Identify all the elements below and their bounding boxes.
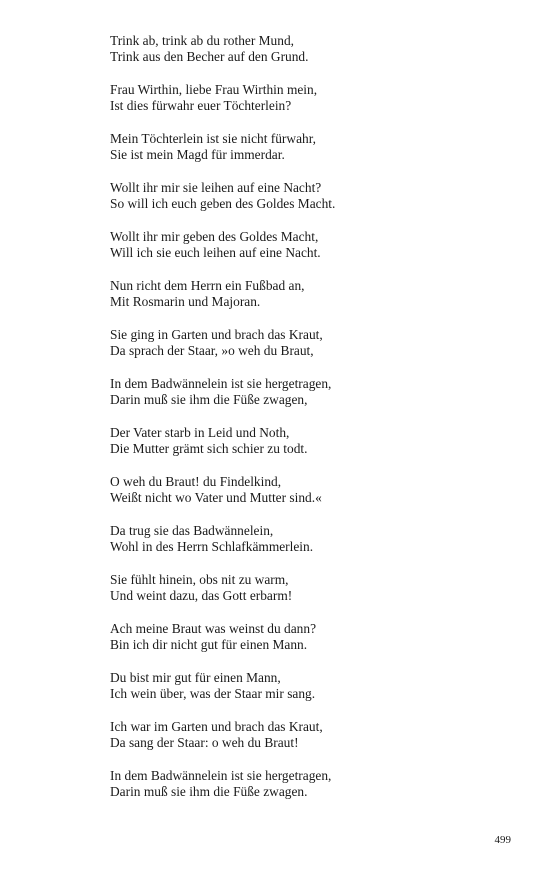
poem-line: Wollt ihr mir geben des Goldes Macht, <box>110 229 319 244</box>
stanza <box>110 33 510 65</box>
stanza <box>110 131 510 163</box>
poem-line: Bin ich dir nicht gut für einen Mann. <box>110 637 308 652</box>
page-number: 499 <box>494 834 511 846</box>
poem-line: Wohl in des Herrn Schlafkämmerlein. <box>110 539 314 554</box>
poem-line: Ich war im Garten und brach das Kraut, <box>110 719 323 734</box>
poem-line: Sie ging in Garten und brach das Kraut, <box>110 327 323 342</box>
poem-line: Mit Rosmarin und Majoran. <box>110 294 261 309</box>
poem-line: Ich wein über, was der Staar mir sang. <box>110 686 316 701</box>
stanza <box>110 327 510 359</box>
poem-line: Ach meine Braut was weinst du dann? <box>110 621 317 636</box>
poem-line: Da sang der Staar: o weh du Braut! <box>110 735 299 750</box>
poem-line: Da trug sie das Badwännelein, <box>110 523 274 538</box>
poem-line: Wollt ihr mir sie leihen auf eine Nacht? <box>110 180 322 195</box>
stanza <box>110 621 510 653</box>
poem-line: Darin muß sie ihm die Füße zwagen, <box>110 392 308 407</box>
stanza <box>110 180 510 212</box>
poem-line: Weißt nicht wo Vater und Mutter sind.« <box>110 490 322 505</box>
stanza <box>110 376 510 408</box>
stanza <box>110 82 510 114</box>
stanza <box>110 719 510 751</box>
poem-line: Darin muß sie ihm die Füße zwagen. <box>110 784 308 799</box>
poem-line: Sie fühlt hinein, obs nit zu warm, <box>110 572 289 587</box>
poem-line: Frau Wirthin, liebe Frau Wirthin mein, <box>110 82 318 97</box>
poem-body <box>110 33 510 817</box>
poem-line: In dem Badwännelein ist sie hergetragen, <box>110 376 332 391</box>
poem-line: Der Vater starb in Leid und Noth, <box>110 425 290 440</box>
poem-line: Sie ist mein Magd für immerdar. <box>110 147 285 162</box>
stanza <box>110 278 510 310</box>
poem-line: Und weint dazu, das Gott erbarm! <box>110 588 293 603</box>
poem-line: Will ich sie euch leihen auf eine Nacht. <box>110 245 321 260</box>
stanza <box>110 768 510 800</box>
poem-line: In dem Badwännelein ist sie hergetragen, <box>110 768 332 783</box>
stanza <box>110 572 510 604</box>
stanza <box>110 474 510 506</box>
poem-line: Trink aus den Becher auf den Grund. <box>110 49 309 64</box>
poem-line: Trink ab, trink ab du rother Mund, <box>110 33 294 48</box>
poem-line: Mein Töchterlein ist sie nicht fürwahr, <box>110 131 316 146</box>
stanza <box>110 229 510 261</box>
poem-line: O weh du Braut! du Findelkind, <box>110 474 282 489</box>
stanza <box>110 523 510 555</box>
stanza <box>110 670 510 702</box>
poem-line: Da sprach der Staar, »o weh du Braut, <box>110 343 314 358</box>
poem-line: So will ich euch geben des Goldes Macht. <box>110 196 336 211</box>
poem-line: Ist dies fürwahr euer Töchterlein? <box>110 98 292 113</box>
stanza <box>110 425 510 457</box>
poem-line: Nun richt dem Herrn ein Fußbad an, <box>110 278 305 293</box>
poem-line: Du bist mir gut für einen Mann, <box>110 670 281 685</box>
poem-line: Die Mutter grämt sich schier zu todt. <box>110 441 308 456</box>
